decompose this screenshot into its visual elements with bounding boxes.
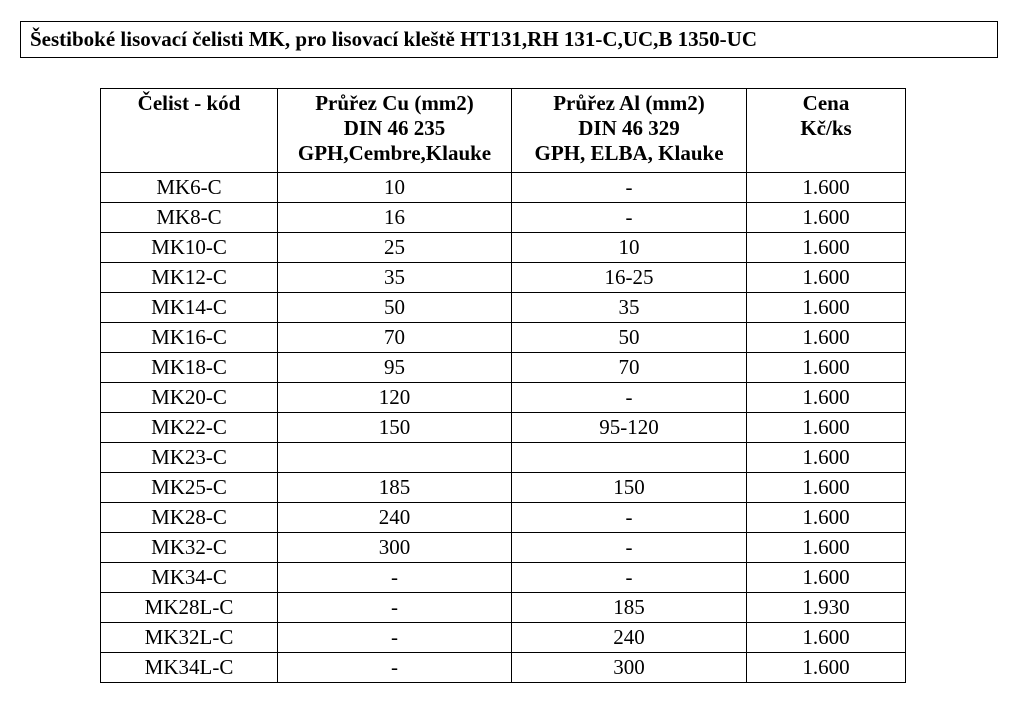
price-cell: 1.600 (747, 413, 906, 443)
al-cross-section-cell: 300 (512, 653, 747, 683)
table-row (101, 533, 906, 563)
table-row (101, 203, 906, 233)
table-row (101, 593, 906, 623)
table-row (101, 323, 906, 353)
cu-cross-section-cell: 185 (278, 473, 512, 503)
al-cross-section-cell: 10 (512, 233, 747, 263)
header-al-cross-section (512, 89, 747, 173)
header-line: GPH, ELBA, Klauke (534, 141, 724, 165)
price-cell: 1.600 (747, 233, 906, 263)
table-body (101, 173, 906, 683)
cu-cross-section-cell (278, 443, 512, 473)
al-cross-section-cell: 185 (512, 593, 747, 623)
table-row (101, 473, 906, 503)
price-cell: 1.600 (747, 653, 906, 683)
jaw-code-cell: MK25-C (101, 473, 278, 503)
header-line: Cena (802, 91, 850, 115)
price-cell: 1.600 (747, 473, 906, 503)
price-cell: 1.600 (747, 353, 906, 383)
al-cross-section-cell: - (512, 533, 747, 563)
cu-cross-section-cell: 10 (278, 173, 512, 203)
table-row (101, 293, 906, 323)
price-cell: 1.600 (747, 173, 906, 203)
table-row (101, 653, 906, 683)
cu-cross-section-cell: 120 (278, 383, 512, 413)
table-row (101, 383, 906, 413)
cu-cross-section-cell: 240 (278, 503, 512, 533)
header-row (101, 89, 906, 173)
table-header (101, 89, 906, 173)
al-cross-section-cell: 70 (512, 353, 747, 383)
jaw-code-cell: MK32L-C (101, 623, 278, 653)
table-row (101, 173, 906, 203)
jaw-code-cell: MK34-C (101, 563, 278, 593)
price-cell: 1.600 (747, 533, 906, 563)
header-price (747, 89, 906, 173)
al-cross-section-cell: 95-120 (512, 413, 747, 443)
al-cross-section-cell: - (512, 383, 747, 413)
al-cross-section-cell: - (512, 503, 747, 533)
header-line: DIN 46 329 (578, 116, 680, 140)
jaw-code-cell: MK10-C (101, 233, 278, 263)
table-row (101, 353, 906, 383)
table-row (101, 623, 906, 653)
jaw-code-cell: MK23-C (101, 443, 278, 473)
table-row (101, 263, 906, 293)
price-cell: 1.600 (747, 563, 906, 593)
jaw-code-cell: MK18-C (101, 353, 278, 383)
price-cell: 1.600 (747, 203, 906, 233)
document-title: Šestiboké lisovací čelisti MK, pro lisovací kleště HT131,RH 131-C,UC,B 1350-UC (20, 21, 998, 58)
jaw-code-cell: MK22-C (101, 413, 278, 443)
jaw-code-cell: MK20-C (101, 383, 278, 413)
al-cross-section-cell: 240 (512, 623, 747, 653)
price-cell: 1.930 (747, 593, 906, 623)
cu-cross-section-cell: - (278, 593, 512, 623)
jaw-code-cell: MK32-C (101, 533, 278, 563)
jaw-code-cell: MK34L-C (101, 653, 278, 683)
al-cross-section-cell (512, 443, 747, 473)
jaw-code-cell: MK28-C (101, 503, 278, 533)
cu-cross-section-cell: 25 (278, 233, 512, 263)
price-cell: 1.600 (747, 383, 906, 413)
al-cross-section-cell: 150 (512, 473, 747, 503)
cu-cross-section-cell: 300 (278, 533, 512, 563)
table-row (101, 563, 906, 593)
al-cross-section-cell: - (512, 203, 747, 233)
al-cross-section-cell: - (512, 563, 747, 593)
al-cross-section-cell: - (512, 173, 747, 203)
crimping-jaws-table (100, 88, 906, 683)
al-cross-section-cell: 50 (512, 323, 747, 353)
table-row (101, 413, 906, 443)
header-line: Průřez Cu (mm2) (315, 91, 474, 115)
cu-cross-section-cell: - (278, 653, 512, 683)
price-cell: 1.600 (747, 293, 906, 323)
header-cu-cross-section (278, 89, 512, 173)
cu-cross-section-cell: 150 (278, 413, 512, 443)
cu-cross-section-cell: 16 (278, 203, 512, 233)
table-row (101, 503, 906, 533)
price-cell: 1.600 (747, 323, 906, 353)
header-line: DIN 46 235 (343, 116, 446, 140)
price-cell: 1.600 (747, 503, 906, 533)
cu-cross-section-cell: - (278, 563, 512, 593)
jaw-code-cell: MK8-C (101, 203, 278, 233)
cu-cross-section-cell: 95 (278, 353, 512, 383)
price-cell: 1.600 (747, 263, 906, 293)
cu-cross-section-cell: 70 (278, 323, 512, 353)
header-jaw-code (101, 89, 278, 173)
jaw-code-cell: MK16-C (101, 323, 278, 353)
cu-cross-section-cell: - (278, 623, 512, 653)
jaw-code-cell: MK12-C (101, 263, 278, 293)
header-line: Čelist - kód (137, 91, 241, 115)
jaw-code-cell: MK28L-C (101, 593, 278, 623)
header-line: Kč/ks (800, 116, 852, 140)
jaw-code-cell: MK6-C (101, 173, 278, 203)
header-line: Průřez Al (mm2) (553, 91, 705, 115)
price-cell: 1.600 (747, 623, 906, 653)
jaw-code-cell: MK14-C (101, 293, 278, 323)
al-cross-section-cell: 16-25 (512, 263, 747, 293)
table-row (101, 443, 906, 473)
header-line: GPH,Cembre,Klauke (297, 141, 492, 165)
price-cell: 1.600 (747, 443, 906, 473)
table-row (101, 233, 906, 263)
cu-cross-section-cell: 35 (278, 263, 512, 293)
cu-cross-section-cell: 50 (278, 293, 512, 323)
al-cross-section-cell: 35 (512, 293, 747, 323)
